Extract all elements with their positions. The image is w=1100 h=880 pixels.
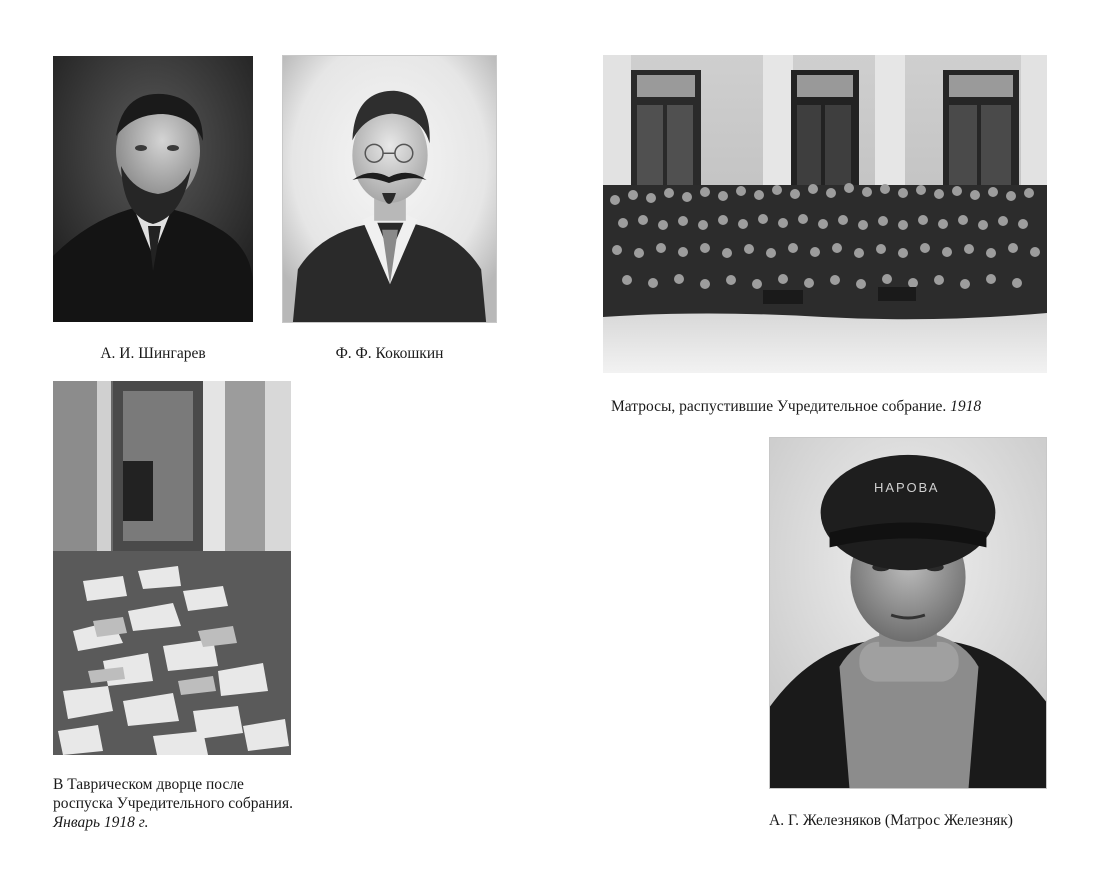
caption-zheleznyakov	[769, 811, 1013, 830]
caption-tauride-line-1: В Таврическом дворце после	[53, 776, 244, 793]
caption-tauride-line-2: роспуска Учредительного собрания.	[53, 795, 293, 812]
caption-kokoshkin	[282, 344, 497, 363]
caption-tauride	[53, 775, 293, 832]
caption-sailors-text: Матросы, распустившие Учредительное собрание.	[611, 398, 947, 415]
photo-shingarev	[53, 56, 253, 322]
caption-shingarev	[53, 344, 253, 363]
caption-zheleznyakov-text: А. Г. Железняков (Матрос Железняк)	[769, 812, 1013, 829]
photo-tauride	[53, 381, 291, 755]
caption-sailors	[611, 397, 981, 416]
caption-kokoshkin-text: Ф. Ф. Кокошкин	[335, 345, 444, 362]
caption-tauride-date: Январь 1918 г.	[53, 814, 149, 831]
photo-zheleznyakov	[769, 437, 1047, 789]
photo-sailors	[603, 55, 1047, 373]
caption-sailors-year: 1918	[950, 398, 982, 415]
photo-kokoshkin	[282, 55, 497, 323]
cap-ribbon-text: НАРОВА	[874, 480, 940, 495]
caption-shingarev-text: А. И. Шингарев	[100, 345, 206, 362]
